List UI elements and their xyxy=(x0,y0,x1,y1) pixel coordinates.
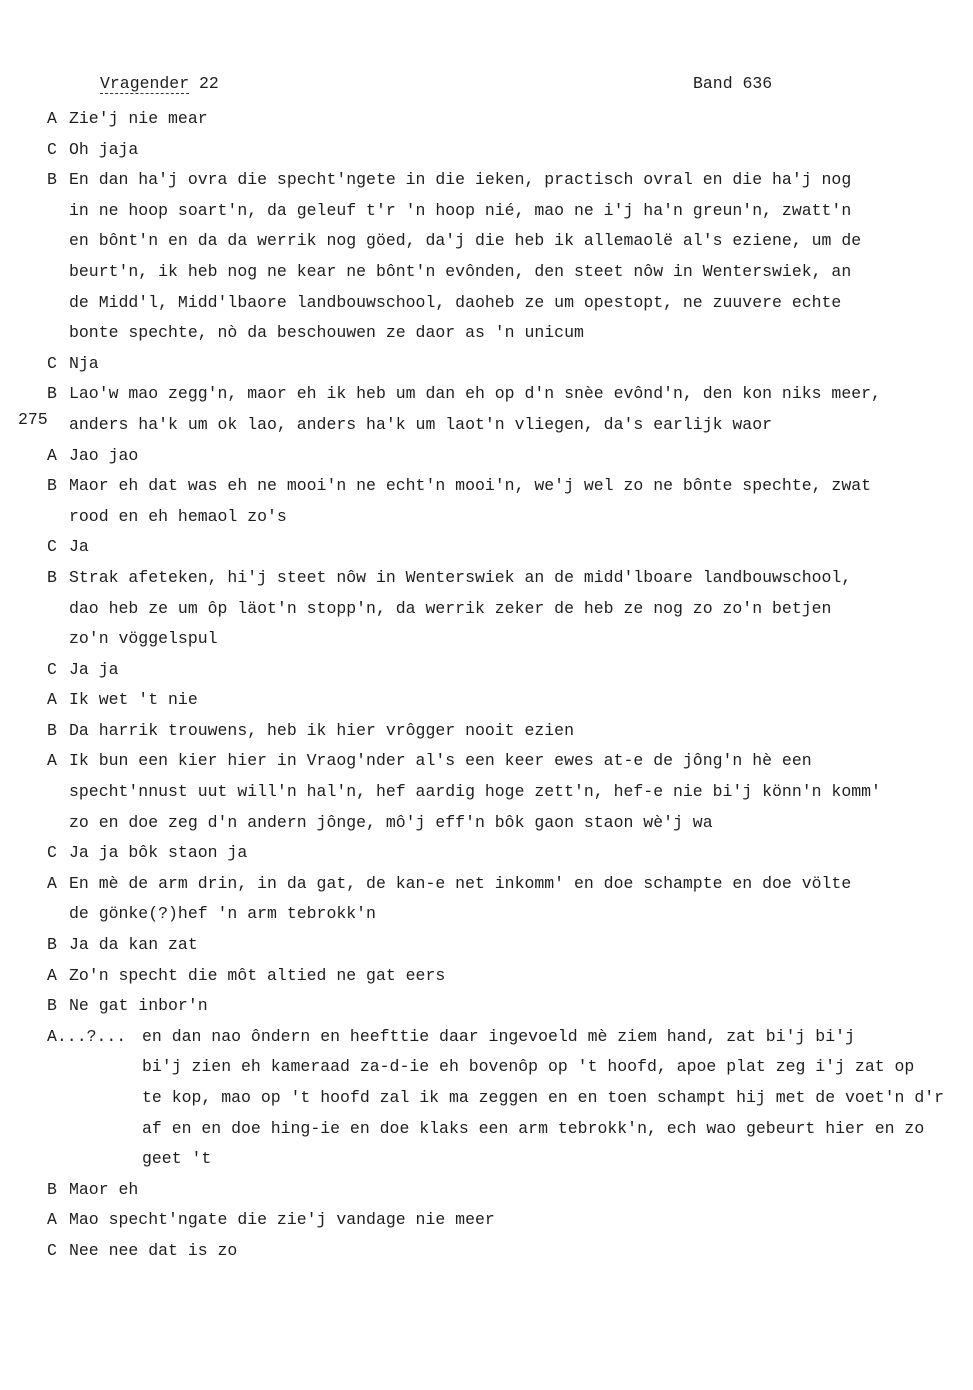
dialogue-turn xyxy=(0,838,973,869)
utterance-line: en dan nao ôndern en heefttie daar ingevoeld mè ziem hand, zat bi'j bi'j xyxy=(142,1026,855,1046)
utterance xyxy=(69,838,949,869)
utterance-line: de gönke(?)hef 'n arm tebrokk'n xyxy=(69,904,376,924)
speaker-label: B xyxy=(47,1179,57,1199)
speaker-label: A xyxy=(47,751,57,771)
speaker-label: C xyxy=(47,659,57,679)
transcript-body xyxy=(0,104,973,1267)
utterance xyxy=(69,746,949,838)
utterance-line: Nee nee dat is zo xyxy=(69,1240,238,1260)
utterance-line: af en en doe hing-ie en doe klaks een arm tebrokk'n, ech wao gebeurt hier en zo xyxy=(142,1118,925,1138)
utterance-line: Strak afeteken, hi'j steet nôw in Wenterswiek an de midd'lboare landbouwschool, xyxy=(69,567,852,587)
utterance-line: Ne gat inbor'n xyxy=(69,996,208,1016)
speaker-label: B xyxy=(47,720,57,740)
utterance-line: Ja da kan zat xyxy=(69,935,198,955)
utterance-line: bonte spechte, nò da beschouwen ze daor as 'n unicum xyxy=(69,323,584,343)
speaker-label: A xyxy=(47,1210,57,1230)
speaker-label: B xyxy=(47,384,57,404)
utterance-line: en bônt'n en da da werrik nog göed, da'j die heb ik allemaolë al's eziene, um de xyxy=(69,231,862,251)
speaker-label: B xyxy=(47,996,57,1016)
utterance xyxy=(69,441,949,472)
dialogue-turn xyxy=(0,1022,973,1175)
utterance-line: Lao'w mao zegg'n, maor eh ik heb um dan eh op d'n snèe evônd'n, den kon niks meer, xyxy=(69,384,881,404)
utterance-line: Zie'j nie mear xyxy=(69,109,208,128)
band-number: Band 636 xyxy=(693,74,773,93)
title-name: Vragender xyxy=(100,74,190,93)
utterance xyxy=(69,104,949,135)
dialogue-turn xyxy=(0,349,973,380)
speaker-label: C xyxy=(47,843,57,863)
utterance xyxy=(69,716,949,747)
dialogue-turn xyxy=(0,869,973,930)
utterance-line: Maor eh xyxy=(69,1179,139,1199)
utterance-line: zo'n vöggelspul xyxy=(69,629,218,649)
utterance-line: En mè de arm drin, in da gat, de kan-e net inkomm' en doe schampte en doe völte xyxy=(69,873,852,893)
utterance-line: bi'j zien eh kameraad za-d-ie eh bovenôp op 't hoofd, apoe plat zeg i'j zat op xyxy=(142,1057,915,1077)
utterance-line: specht'nnust uut will'n hal'n, hef aardig hoge zett'n, hef-e nie bi'j könn'n komm' xyxy=(69,782,881,802)
utterance xyxy=(69,1205,949,1236)
dialogue-turn xyxy=(0,563,973,655)
utterance xyxy=(69,532,949,563)
speaker-label: A xyxy=(47,445,57,465)
utterance-line: Zo'n specht die môt altied ne gat eers xyxy=(69,965,446,985)
dialogue-turn xyxy=(0,471,973,532)
dialogue-turn xyxy=(0,135,973,166)
utterance xyxy=(69,165,949,349)
utterance-line: geet 't xyxy=(142,1149,212,1169)
speaker-label: A xyxy=(47,109,57,128)
utterance-line: Ja xyxy=(69,537,89,557)
utterance-line: beurt'n, ik heb nog ne kear ne bônt'n evônden, den steet nôw in Wenterswiek, an xyxy=(69,261,852,281)
utterance-line: te kop, mao op 't hoofd zal ik ma zeggen en en toen schampt hij met de voet'n d'r xyxy=(142,1088,945,1107)
dialogue-turn xyxy=(0,716,973,747)
utterance xyxy=(69,930,949,961)
speaker-label: C xyxy=(47,1240,57,1260)
utterance-line: Maor eh dat was eh ne mooi'n ne echt'n mooi'n, we'j wel zo ne bônte spechte, zwat xyxy=(69,476,872,496)
utterance-line: Ja ja bôk staon ja xyxy=(69,843,248,863)
title-number: 22 xyxy=(189,74,219,93)
utterance-line: dao heb ze um ôp läot'n stopp'n, da werrik zeker de heb ze nog zo zo'n betjen xyxy=(69,598,832,618)
dialogue-turn xyxy=(0,379,973,440)
utterance xyxy=(142,1022,947,1175)
dialogue-turn xyxy=(0,1175,973,1206)
speaker-label: A xyxy=(47,690,57,710)
dialogue-turn xyxy=(0,685,973,716)
utterance xyxy=(69,1236,949,1267)
utterance-line: Jao jao xyxy=(69,445,139,465)
utterance xyxy=(69,471,949,532)
dialogue-turn xyxy=(0,1205,973,1236)
margin-line-number: 275 xyxy=(18,410,48,429)
utterance-line: Mao specht'ngate die zie'j vandage nie meer xyxy=(69,1210,495,1230)
speaker-label: A xyxy=(47,873,57,893)
utterance-line: anders ha'k um ok lao, anders ha'k um laot'n vliegen, da's earlijk waor xyxy=(69,414,773,434)
speaker-label: B xyxy=(47,170,57,190)
speaker-label: B xyxy=(47,476,57,496)
utterance-line: Ik wet 't nie xyxy=(69,690,198,710)
speaker-label: B xyxy=(47,935,57,955)
dialogue-turn xyxy=(0,746,973,838)
dialogue-turn xyxy=(0,991,973,1022)
utterance xyxy=(69,869,949,930)
utterance-line: de Midd'l, Midd'lbaore landbouwschool, daoheb ze um opestopt, ne zuuvere echte xyxy=(69,292,842,312)
utterance-line: rood en eh hemaol zo's xyxy=(69,506,287,526)
utterance-line: En dan ha'j ovra die specht'ngete in die ieken, practisch ovral en die ha'j nog xyxy=(69,170,852,190)
speaker-label: A xyxy=(47,965,57,985)
utterance-line: Ja ja xyxy=(69,659,119,679)
utterance-line: Ik bun een kier hier in Vraog'nder al's een keer ewes at-e de jông'n hè een xyxy=(69,751,812,771)
dialogue-turn xyxy=(0,961,973,992)
utterance xyxy=(69,135,949,166)
utterance xyxy=(69,1175,949,1206)
dialogue-turn xyxy=(0,930,973,961)
page-title xyxy=(100,74,219,93)
utterance-line: in ne hoop soart'n, da geleuf t'r 'n hoop nié, mao ne i'j ha'n greun'n, zwatt'n xyxy=(69,200,852,220)
dialogue-turn xyxy=(0,1236,973,1267)
dialogue-turn xyxy=(0,441,973,472)
utterance xyxy=(69,379,949,440)
utterance xyxy=(69,961,949,992)
utterance xyxy=(69,349,949,380)
speaker-label: A...?... xyxy=(47,1026,127,1046)
utterance-line: zo en doe zeg d'n andern jônge, mô'j eff'n bôk gaon staon wè'j wa xyxy=(69,812,713,832)
utterance xyxy=(69,563,949,655)
speaker-label: C xyxy=(47,353,57,373)
speaker-label: C xyxy=(47,139,57,159)
dialogue-turn xyxy=(0,165,973,349)
speaker-label: B xyxy=(47,567,57,587)
utterance xyxy=(69,655,949,686)
utterance-line: Nja xyxy=(69,353,99,373)
dialogue-turn xyxy=(0,532,973,563)
utterance-line: Oh jaja xyxy=(69,139,139,159)
dialogue-turn xyxy=(0,655,973,686)
utterance xyxy=(69,685,949,716)
utterance-line: Da harrik trouwens, heb ik hier vrôgger nooit ezien xyxy=(69,720,574,740)
speaker-label: C xyxy=(47,537,57,557)
dialogue-turn xyxy=(0,104,973,135)
utterance xyxy=(69,991,949,1022)
